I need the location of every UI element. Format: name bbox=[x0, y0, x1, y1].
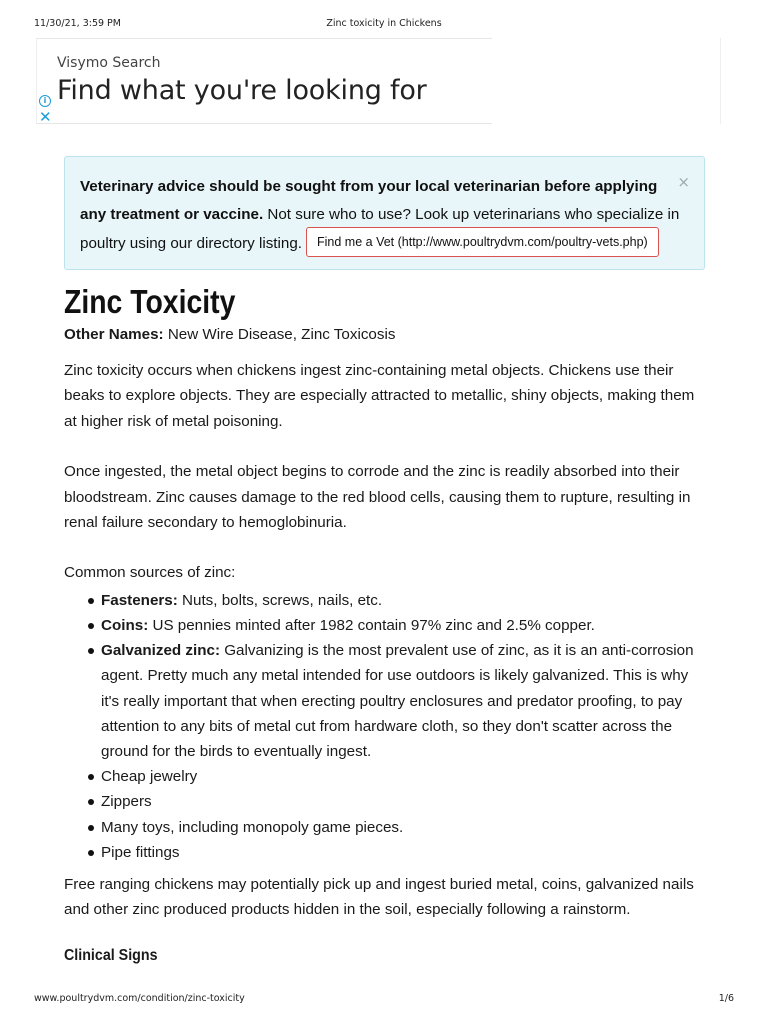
print-timestamp: 11/30/21, 3:59 PM bbox=[34, 18, 121, 29]
ad-banner[interactable] bbox=[36, 38, 492, 124]
zinc-sources-list bbox=[64, 588, 704, 865]
vet-advice-alert bbox=[64, 156, 705, 270]
free-range-paragraph: Free ranging chickens may potentially pick up and ingest buried metal, coins, galvanized nails and other zinc produced products hidden in the soil, especially following a rainstorm. bbox=[64, 876, 694, 919]
alert-close-icon[interactable]: × bbox=[677, 173, 690, 191]
list-item bbox=[101, 588, 704, 613]
find-vet-button[interactable]: Find me a Vet (http://www.poultrydvm.com/poultry-vets.php) bbox=[306, 227, 659, 257]
other-names-value: New Wire Disease, Zinc Toxicosis bbox=[163, 326, 396, 343]
list-item bbox=[101, 638, 704, 764]
ad-divider bbox=[720, 38, 721, 124]
list-item-label: Coins: bbox=[101, 617, 149, 635]
other-names bbox=[64, 324, 704, 346]
clinical-signs-heading: Clinical Signs bbox=[64, 946, 158, 964]
intro-paragraph: Zinc toxicity occurs when chickens ingest zinc-containing metal objects. Chickens use their beaks to explore objects. They are especially attracted to metallic, shiny objects, making them at higher risk of metal poisoning. bbox=[64, 362, 695, 430]
print-footer bbox=[34, 993, 734, 1007]
sources-intro: Common sources of zinc: bbox=[64, 564, 236, 582]
list-item-text: Nuts, bolts, screws, nails, etc. bbox=[177, 591, 383, 609]
close-icon[interactable]: ✕ bbox=[39, 108, 52, 126]
list-item bbox=[101, 613, 704, 638]
list-item-text: Cheap jewelry bbox=[101, 768, 198, 786]
absorption-paragraph: Once ingested, the metal object begins to corrode and the zinc is readily absorbed into their bloodstream. Zinc causes damage to the red blood cells, causing them to rupture, resulting in renal failure secondary to hemoglobinuria. bbox=[64, 463, 691, 532]
ad-sponsor: Visymo Search bbox=[57, 55, 161, 71]
list-item-text: Galvanizing is the most prevalent use of zinc, as it is an anti-corrosion agent. Pretty much any metal intended for use outdoors is likely galvanized. This is why it's really important that when erecting poultry enclosures and predator proofing, to pay attention to any bits of metal cut from hardware cloth, so they don't scatter across the ground for the birds to eventually ingest. bbox=[101, 642, 694, 761]
page-number: 1/6 bbox=[718, 993, 734, 1004]
list-item-text: Pipe fittings bbox=[101, 843, 180, 861]
list-item bbox=[101, 840, 704, 865]
ad-headline[interactable]: Find what you're looking for bbox=[57, 75, 427, 106]
list-item-text: US pennies minted after 1982 contain 97% zinc and 2.5% copper. bbox=[148, 617, 595, 635]
alert-text bbox=[80, 173, 680, 259]
list-item-text: Zippers bbox=[101, 793, 152, 811]
list-item bbox=[101, 815, 704, 840]
other-names-label: Other Names: bbox=[64, 326, 164, 343]
info-icon[interactable]: i bbox=[39, 95, 51, 107]
alert-bold-text: Veterinary advice should be sought from your local veterinarian before applying any treatment or vaccine. bbox=[80, 178, 658, 223]
list-item-label: Fasteners: bbox=[101, 591, 178, 609]
article bbox=[64, 282, 704, 965]
print-url: www.poultrydvm.com/condition/zinc-toxicity bbox=[34, 993, 245, 1004]
list-item bbox=[101, 764, 704, 789]
print-header bbox=[34, 18, 734, 32]
list-item-text: Many toys, including monopoly game pieces. bbox=[101, 818, 404, 836]
page-title: Zinc Toxicity bbox=[64, 283, 236, 320]
alert-body-text: Not sure who to use? Look up veterinarians who specialize in poultry using our directory listing. bbox=[80, 206, 680, 253]
list-item bbox=[101, 789, 704, 814]
list-item-label: Galvanized zinc: bbox=[101, 642, 221, 660]
print-page-title: Zinc toxicity in Chickens bbox=[326, 18, 442, 29]
